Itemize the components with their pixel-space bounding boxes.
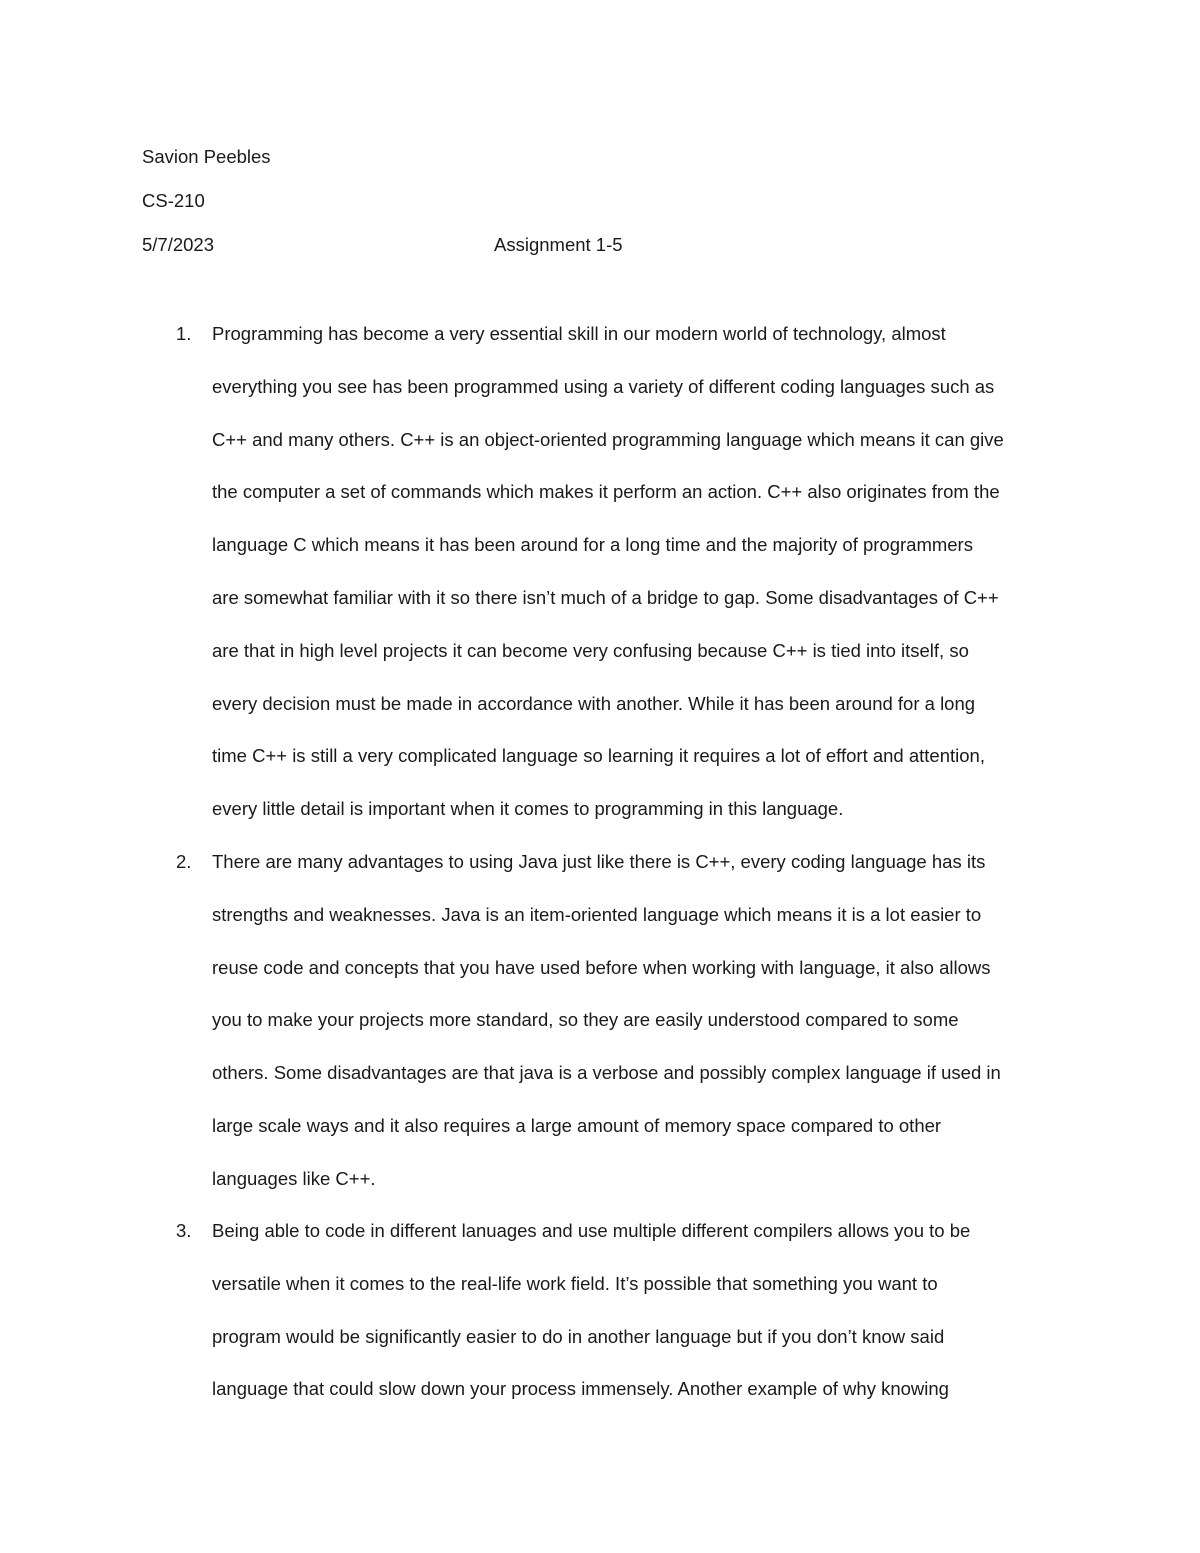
list-item-number: 1. [176,323,192,344]
paragraph-line: are somewhat familiar with it so there isn’t much of a bridge to gap. Some disadvantages of C++ [212,586,999,608]
paragraph-line: reuse code and concepts that you have used before when working with language, it also allows [212,956,991,978]
list-item [212,308,1072,836]
author-name: Savion Peebles [142,146,271,167]
paragraph-line: everything you see has been programmed using a variety of different coding languages such as [212,375,995,397]
paragraph-line: There are many advantages to using Java just like there is C++, every coding language has its [212,851,986,872]
paragraph-line: language C which means it has been around for a long time and the majority of programmers [212,534,973,556]
date: 5/7/2023 [142,234,215,255]
paragraph-line: Being able to code in different lanuages and use multiple different compilers allows you to be [212,1220,971,1241]
paragraph-line: the computer a set of commands which makes it perform an action. C++ also originates from the [212,481,1000,503]
paragraph-line: language that could slow down your process immensely. Another example of why knowing [212,1378,949,1400]
paragraph-line: every little detail is important when it comes to programming in this language. [212,798,844,820]
list-item [212,1205,1072,1416]
list-item-number: 3. [176,1220,192,1241]
paragraph-line: are that in high level projects it can become very confusing because C++ is tied into itself, so [212,639,969,661]
assignment-title: Assignment 1-5 [494,234,623,255]
paragraph-line: strengths and weaknesses. Java is an item-oriented language which means it is a lot easier to [212,903,982,925]
paragraph-line: languages like C++. [212,1167,376,1189]
paragraph-line: versatile when it comes to the real-life work field. It’s possible that something you want to [212,1272,938,1294]
paragraph-line: program would be significantly easier to do in another language but if you don’t know said [212,1325,945,1347]
paragraph-line: every decision must be made in accordance with another. While it has been around for a long [212,692,976,714]
paragraph-line: large scale ways and it also requires a large amount of memory space compared to other [212,1114,942,1136]
list-item-number: 2. [176,851,192,872]
paragraph-line: time C++ is still a very complicated language so learning it requires a lot of effort and attention, [212,745,985,767]
paragraph-line: C++ and many others. C++ is an object-oriented programming language which means it can give [212,428,1004,450]
paragraph-line: Programming has become a very essential skill in our modern world of technology, almost [212,323,946,344]
paragraph-line: you to make your projects more standard, so they are easily understood compared to some [212,1009,959,1031]
list-item [212,836,1072,1206]
course-code: CS-210 [142,190,205,211]
paragraph-line: others. Some disadvantages are that java is a verbose and possibly complex language if used in [212,1062,1001,1084]
